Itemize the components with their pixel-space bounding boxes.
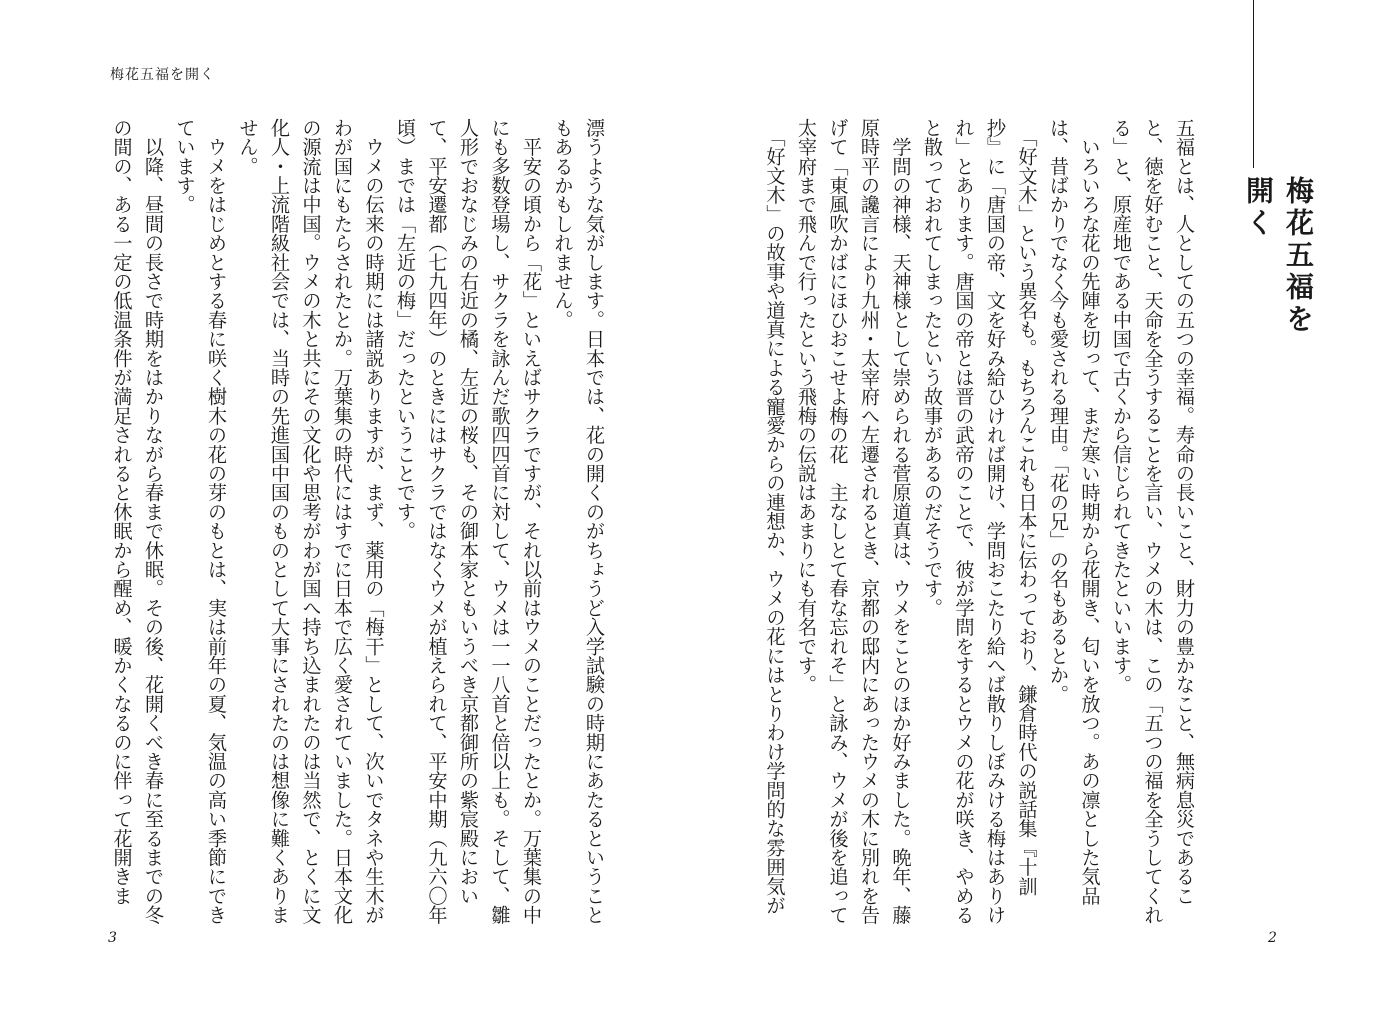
body-line: 抄』に「唐国の帝、文を好み給ひければ開け、学問おこたり給へば散りしぼみける梅はありけ <box>984 118 1007 925</box>
body-line: ています。 <box>173 118 197 214</box>
body-line: もあるかもしれません。 <box>551 118 575 330</box>
body-line: 原時平の讒言により九州・太宰府へ左遷されるとき、京都の邸内にあったウメの木に別れを告 <box>858 118 881 925</box>
body-line: いろいろな花の先陣を切って、まだ寒い時期から花開き、匂いを放つ。あの凛とした気品 <box>1078 118 1102 906</box>
body-line: 漂うような気がします。日本では、花の開くのがちょうど入学試験の時期にあたるということ <box>583 118 606 925</box>
body-line: の間の、ある一定の低温条件が満足されると休眠から醒め、暖かくなるのに伴って花開きま <box>110 118 134 906</box>
body-line: と散っておれてしまったという故事があるのだそうです。 <box>921 118 944 618</box>
page-number-right: 2 <box>1268 930 1277 946</box>
body-line: 「好文木」という異名も。もちろんこれも日本に伝わっており、鎌倉時代の説話集『十訓 <box>1015 118 1039 896</box>
body-line: と、徳を好むこと、天命を全うすることを言い、ウメの木は、この「五つの福を全うしてくれ <box>1141 118 1165 925</box>
body-line: 人形でおなじみの右近の橘、左近の桜も、その御本家ともいうべき京都御所の紫宸殿におい <box>457 118 480 906</box>
body-line: 以降、昼間の長さで時期をはかりながら春まで休眠。その後、花開くべき春に至るまでの冬 <box>142 118 165 925</box>
body-line: 「好文木」の故事や道真による寵愛からの連想か、ウメの花にはとりわけ学問的な雰囲気が <box>763 118 787 915</box>
body-line: 頃）までは「左近の梅」だったということです。 <box>394 118 417 541</box>
body-line: は、昔ばかりでなく今も愛される理由。「花の兄」の名もあるとか。 <box>1047 118 1070 704</box>
body-line: せん。 <box>236 118 260 176</box>
page-number-left: 3 <box>108 930 117 946</box>
body-line: 太宰府まで飛んで行ったという飛梅の伝説はあまりにも有名です。 <box>795 118 818 694</box>
body-line: わが国にもたらされたとか。万葉集の時代にはすでに日本で広く愛されていました。日本文化 <box>331 118 354 925</box>
body-line: 五福とは、人としての五つの幸福。寿命の長いこと、財力の豊かなこと、無病息災であるこ <box>1173 118 1196 906</box>
left-page-body <box>80 118 610 925</box>
body-line: げて「東風吹かばにほひおこせよ梅の花 主なしとて春な忘れそ」と詠み、ウメが後を追って <box>826 118 850 925</box>
body-line: ウメの伝来の時期には諸説ありますが、まず、薬用の「梅干」として、次いでタネや生木が <box>362 118 386 925</box>
running-header: 梅花五福を開く <box>110 67 215 83</box>
body-line: にも多数登場し、サクラを詠んだ歌四四首に対して、ウメは一一八首と倍以上も。そして、雛 <box>488 118 512 925</box>
body-line: ウメをはじめとする春に咲く樹木の花の芽のもとは、実は前年の夏、気温の高い季節にでき <box>205 118 228 925</box>
body-line: る」と、原産地である中国で古くから信じられてきたといいます。 <box>1110 118 1133 694</box>
chapter-title: 梅花五福を開く <box>1242 176 1315 336</box>
body-line: れ」とあります。唐国の帝とは晋の武帝のことで、彼が学問をするとウメの花が咲き、やめる <box>952 118 976 925</box>
body-line: 平安の頃から「花」といえばサクラですが、それ以前はウメのことだったとか。万葉集の中 <box>520 118 543 925</box>
right-page-body <box>763 118 1200 925</box>
body-line: の源流は中国。ウメの木と共にその文化や思考がわが国へ持ち込まれたのは当然で、とくに文 <box>299 118 323 925</box>
body-line: 化人・上流階級社会では、当時の先進国中国のものとして大事にされたのは想像に難くありま <box>268 118 291 925</box>
title-rule <box>1253 0 1254 168</box>
body-line: 学問の神様、天神様として崇められる菅原道真は、ウメをことのほか好みました。晩年、藤 <box>889 118 913 925</box>
body-line: て、平安遷都（七九四年）のときにはサクラではなくウメが植えられて、平安中期（九六〇年 <box>425 118 449 925</box>
